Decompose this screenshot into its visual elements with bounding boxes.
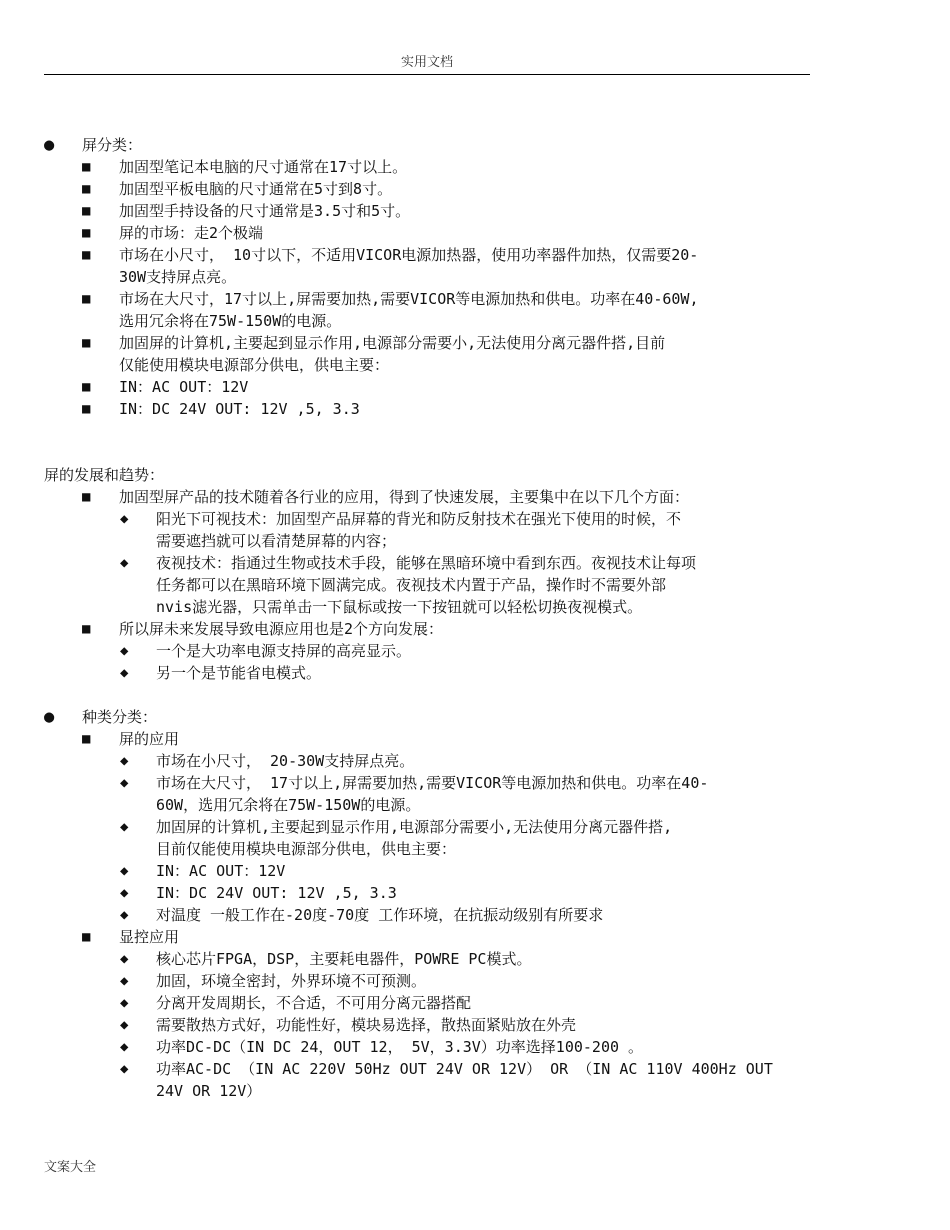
sub-list-item-text: 夜视技术：指通过生物或技术手段，能够在黑暗环境中看到东西。夜视技术让每项 bbox=[156, 554, 697, 572]
document-body bbox=[44, 134, 814, 1102]
sub-list-item-text: 加固屏的计算机,主要起到显示作用,电源部分需要小,无法使用分离元器件搭, bbox=[156, 818, 673, 836]
sub-list-item-text: 一个是大功率电源支持屏的高亮显示。 bbox=[156, 642, 412, 660]
square-bullet-icon: ■ bbox=[82, 731, 91, 747]
list-item-text: 加固型平板电脑的尺寸通常在5寸到8寸。 bbox=[119, 180, 393, 198]
sub-list-item bbox=[44, 882, 814, 904]
list-item-text: 加固型屏产品的技术随着各行业的应用，得到了快速发展，主要集中在以下几个方面： bbox=[119, 488, 690, 506]
list-item bbox=[44, 926, 814, 948]
sub-list-item-continuation bbox=[44, 574, 814, 596]
diamond-bullet-icon: ◆ bbox=[120, 951, 129, 967]
sub-list-item-text: 需要遮挡就可以看清楚屏幕的内容； bbox=[156, 532, 397, 550]
sub-list-item-text: 阳光下可视技术：加固型产品屏幕的背光和防反射技术在强光下使用的时候，不 bbox=[156, 510, 682, 528]
sub-list-item bbox=[44, 750, 814, 772]
section-heading bbox=[44, 706, 814, 728]
list-item-continuation bbox=[44, 310, 814, 332]
sub-list-item-text: 核心芯片FPGA，DSP，主要耗电器件，POWRE PC模式。 bbox=[156, 950, 532, 968]
sub-list-item bbox=[44, 1014, 814, 1036]
sub-list-item-text: 目前仅能使用模块电源部分供电，供电主要： bbox=[156, 840, 457, 858]
sub-list-item-text: 功率AC-DC （IN AC 220V 50Hz OUT 24V OR 12V） OR （IN AC 110V 400Hz OUT bbox=[156, 1060, 773, 1078]
section-heading bbox=[44, 134, 814, 156]
sub-list-item-text: 加固，环境全密封，外界环境不可预测。 bbox=[156, 972, 427, 990]
section-title: 屏分类： bbox=[82, 136, 143, 154]
sub-list-item-continuation bbox=[44, 596, 814, 618]
diamond-bullet-icon: ◆ bbox=[120, 907, 129, 923]
list-item-text: 加固型手持设备的尺寸通常是3.5寸和5寸。 bbox=[119, 202, 411, 220]
sub-list-item-text: IN：AC OUT：12V bbox=[156, 862, 286, 880]
square-bullet-icon: ■ bbox=[82, 225, 91, 241]
section-title: 种类分类： bbox=[82, 708, 158, 726]
sub-list-item-text: IN：DC 24V OUT: 12V ,5, 3.3 bbox=[156, 884, 397, 902]
list-item-text: IN：DC 24V OUT: 12V ,5, 3.3 bbox=[119, 400, 360, 418]
sub-list-item-text: 需要散热方式好，功能性好，模块易选择，散热面紧贴放在外壳 bbox=[156, 1016, 577, 1034]
sub-list-item bbox=[44, 970, 814, 992]
circle-bullet-icon: ● bbox=[44, 707, 55, 727]
square-bullet-icon: ■ bbox=[82, 335, 91, 351]
diamond-bullet-icon: ◆ bbox=[120, 1061, 129, 1077]
sub-list-item bbox=[44, 508, 814, 530]
list-item-text: 屏的应用 bbox=[119, 730, 180, 748]
sub-list-item bbox=[44, 1036, 814, 1058]
sub-list-item bbox=[44, 992, 814, 1014]
list-item bbox=[44, 244, 814, 266]
list-item bbox=[44, 156, 814, 178]
square-bullet-icon: ■ bbox=[82, 929, 91, 945]
sub-list-item bbox=[44, 640, 814, 662]
list-item bbox=[44, 728, 814, 750]
list-item bbox=[44, 376, 814, 398]
sub-list-item-text: nvis滤光器，只需单击一下鼠标或按一下按钮就可以轻松切换夜视模式。 bbox=[156, 598, 643, 616]
square-bullet-icon: ■ bbox=[82, 401, 91, 417]
sub-list-item bbox=[44, 662, 814, 684]
circle-bullet-icon: ● bbox=[44, 135, 55, 155]
list-item bbox=[44, 178, 814, 200]
sub-list-item-text: 24V OR 12V） bbox=[156, 1082, 262, 1100]
diamond-bullet-icon: ◆ bbox=[120, 753, 129, 769]
diamond-bullet-icon: ◆ bbox=[120, 863, 129, 879]
list-item-continuation bbox=[44, 266, 814, 288]
sub-list-item-continuation bbox=[44, 530, 814, 552]
list-item-text: 30W支持屏点亮。 bbox=[119, 268, 237, 286]
sub-list-item bbox=[44, 552, 814, 574]
page-footer: 文案大全 bbox=[44, 1160, 97, 1175]
sub-list-item bbox=[44, 816, 814, 838]
list-item-text: IN：AC OUT：12V bbox=[119, 378, 249, 396]
list-item-text: 市场在大尺寸，17寸以上,屏需要加热,需要VICOR等电源加热和供电。功率在40-60W, bbox=[119, 290, 699, 308]
diamond-bullet-icon: ◆ bbox=[120, 819, 129, 835]
diamond-bullet-icon: ◆ bbox=[120, 1039, 129, 1055]
square-bullet-icon: ■ bbox=[82, 203, 91, 219]
square-bullet-icon: ■ bbox=[82, 159, 91, 175]
section-heading bbox=[44, 464, 814, 486]
sub-list-item-text: 60W，选用冗余将在75W-150W的电源。 bbox=[156, 796, 421, 814]
diamond-bullet-icon: ◆ bbox=[120, 665, 129, 681]
sub-list-item bbox=[44, 860, 814, 882]
diamond-bullet-icon: ◆ bbox=[120, 973, 129, 989]
diamond-bullet-icon: ◆ bbox=[120, 995, 129, 1011]
diamond-bullet-icon: ◆ bbox=[120, 885, 129, 901]
list-item-text: 加固型笔记本电脑的尺寸通常在17寸以上。 bbox=[119, 158, 408, 176]
list-item-text: 选用冗余将在75W-150W的电源。 bbox=[119, 312, 342, 330]
list-item bbox=[44, 222, 814, 244]
sub-list-item-text: 市场在大尺寸， 17寸以上,屏需要加热,需要VICOR等电源加热和供电。功率在40- bbox=[156, 774, 709, 792]
list-item-text: 屏的市场：走2个极端 bbox=[119, 224, 264, 242]
square-bullet-icon: ■ bbox=[82, 181, 91, 197]
sub-list-item-continuation bbox=[44, 1080, 814, 1102]
list-item bbox=[44, 332, 814, 354]
list-item bbox=[44, 288, 814, 310]
sub-list-item-continuation bbox=[44, 794, 814, 816]
list-item-text: 显控应用 bbox=[119, 928, 180, 946]
sub-list-item-text: 分离开发周期长，不合适，不可用分离元器搭配 bbox=[156, 994, 472, 1012]
sub-list-item bbox=[44, 904, 814, 926]
square-bullet-icon: ■ bbox=[82, 291, 91, 307]
list-item-text: 加固屏的计算机,主要起到显示作用,电源部分需要小,无法使用分离元器件搭,目前 bbox=[119, 334, 666, 352]
sub-list-item bbox=[44, 948, 814, 970]
list-item-text: 所以屏未来发展导致电源应用也是2个方向发展： bbox=[119, 620, 444, 638]
diamond-bullet-icon: ◆ bbox=[120, 775, 129, 791]
section-title: 屏的发展和趋势： bbox=[44, 466, 165, 484]
list-item-continuation bbox=[44, 354, 814, 376]
sub-list-item-text: 任务都可以在黑暗环境下圆满完成。夜视技术内置于产品，操作时不需要外部 bbox=[156, 576, 667, 594]
list-item bbox=[44, 618, 814, 640]
sub-list-item-text: 对温度 一般工作在-20度-70度 工作环境，在抗振动级别有所要求 bbox=[156, 906, 604, 924]
sub-list-item-continuation bbox=[44, 838, 814, 860]
sub-list-item-text: 功率DC-DC（IN DC 24，OUT 12， 5V，3.3V）功率选择100-200 。 bbox=[156, 1038, 644, 1056]
sub-list-item-text: 市场在小尺寸， 20-30W支持屏点亮。 bbox=[156, 752, 415, 770]
diamond-bullet-icon: ◆ bbox=[120, 555, 129, 571]
list-item-text: 仅能使用模块电源部分供电，供电主要： bbox=[119, 356, 390, 374]
list-item bbox=[44, 486, 814, 508]
square-bullet-icon: ■ bbox=[82, 247, 91, 263]
square-bullet-icon: ■ bbox=[82, 489, 91, 505]
square-bullet-icon: ■ bbox=[82, 379, 91, 395]
square-bullet-icon: ■ bbox=[82, 621, 91, 637]
diamond-bullet-icon: ◆ bbox=[120, 643, 129, 659]
sub-list-item bbox=[44, 1058, 814, 1080]
sub-list-item bbox=[44, 772, 814, 794]
diamond-bullet-icon: ◆ bbox=[120, 1017, 129, 1033]
list-item bbox=[44, 398, 814, 420]
diamond-bullet-icon: ◆ bbox=[120, 511, 129, 527]
page-header: 实用文档 bbox=[44, 52, 810, 75]
list-item bbox=[44, 200, 814, 222]
list-item-text: 市场在小尺寸， 10寸以下，不适用VICOR电源加热器，使用功率器件加热，仅需要20- bbox=[119, 246, 699, 264]
sub-list-item-text: 另一个是节能省电模式。 bbox=[156, 664, 322, 682]
